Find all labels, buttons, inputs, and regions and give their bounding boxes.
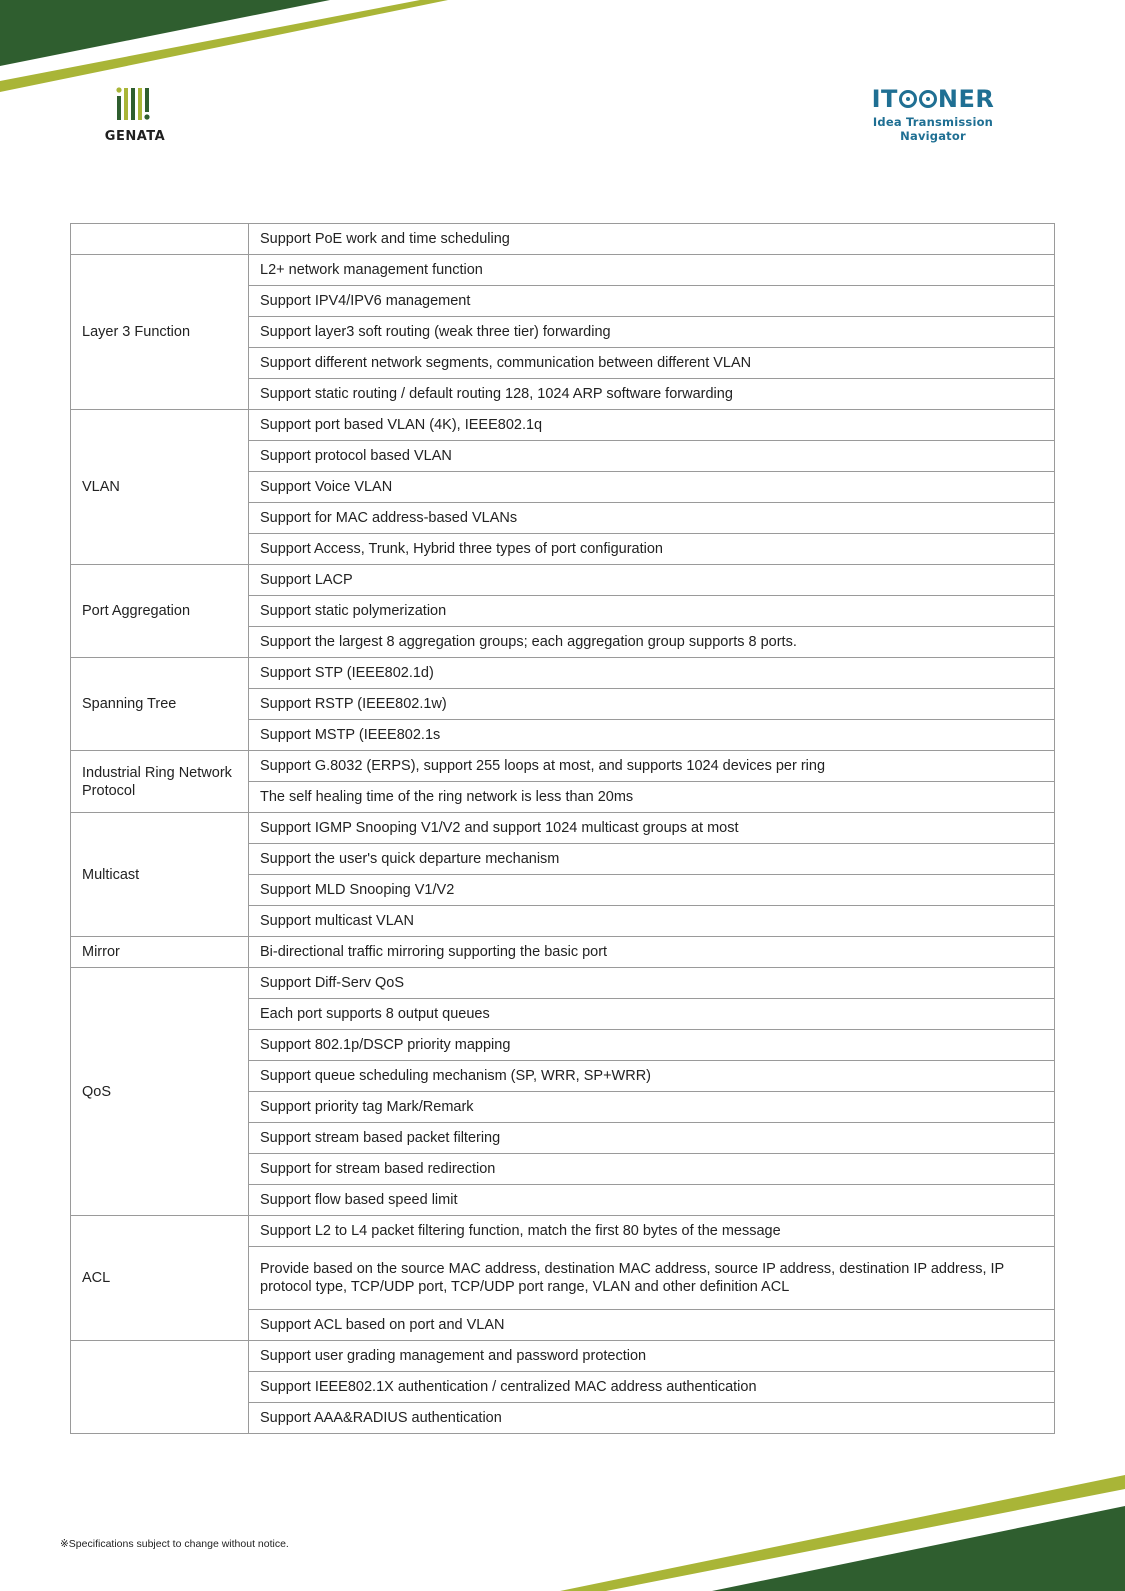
itooner-logo [838, 86, 1028, 143]
feature-cell: Support port based VLAN (4K), IEEE802.1q [249, 410, 1055, 441]
brand-suffix: NER [937, 85, 995, 113]
itooner-wordmark [838, 86, 1028, 112]
category-cell: QoS [71, 968, 249, 1216]
category-cell [71, 1341, 249, 1434]
table-row [71, 1216, 1055, 1247]
feature-cell: Support the largest 8 aggregation groups; each aggregation group supports 8 ports. [249, 627, 1055, 658]
feature-cell: Support IEEE802.1X authentication / centralized MAC address authentication [249, 1372, 1055, 1403]
feature-cell: Support static routing / default routing 128, 1024 ARP software forwarding [249, 379, 1055, 410]
feature-cell: Support for MAC address-based VLANs [249, 503, 1055, 534]
category-cell: Multicast [71, 813, 249, 937]
feature-cell: Support L2 to L4 packet filtering function, match the first 80 bytes of the message [249, 1216, 1055, 1247]
category-cell: Spanning Tree [71, 658, 249, 751]
feature-cell: Support Voice VLAN [249, 472, 1055, 503]
feature-cell: Support protocol based VLAN [249, 441, 1055, 472]
table-row [71, 968, 1055, 999]
spec-table-body [71, 224, 1055, 1434]
category-cell: ACL [71, 1216, 249, 1341]
feature-cell: Support queue scheduling mechanism (SP, WRR, SP+WRR) [249, 1061, 1055, 1092]
feature-cell: Support PoE work and time scheduling [249, 224, 1055, 255]
feature-cell: Support stream based packet filtering [249, 1123, 1055, 1154]
genata-bars-icon [115, 84, 155, 120]
feature-cell: Support MLD Snooping V1/V2 [249, 875, 1055, 906]
table-row [71, 565, 1055, 596]
feature-cell: Support ACL based on port and VLAN [249, 1310, 1055, 1341]
category-cell: Mirror [71, 937, 249, 968]
feature-cell: Support IPV4/IPV6 management [249, 286, 1055, 317]
category-cell: Port Aggregation [71, 565, 249, 658]
table-row [71, 255, 1055, 286]
feature-cell: Support for stream based redirection [249, 1154, 1055, 1185]
genata-wordmark: GENATA [104, 129, 166, 144]
feature-cell: The self healing time of the ring network is less than 20ms [249, 782, 1055, 813]
feature-cell: Support Access, Trunk, Hybrid three types of port configuration [249, 534, 1055, 565]
feature-cell: Support RSTP (IEEE802.1w) [249, 689, 1055, 720]
table-row [71, 1341, 1055, 1372]
feature-cell: Support LACP [249, 565, 1055, 596]
feature-cell: Support MSTP (IEEE802.1s [249, 720, 1055, 751]
feature-cell: Support different network segments, communication between different VLAN [249, 348, 1055, 379]
feature-cell: Support priority tag Mark/Remark [249, 1092, 1055, 1123]
feature-cell: Support Diff-Serv QoS [249, 968, 1055, 999]
feature-cell: Support STP (IEEE802.1d) [249, 658, 1055, 689]
category-cell [71, 224, 249, 255]
feature-cell: Support multicast VLAN [249, 906, 1055, 937]
table-row [71, 224, 1055, 255]
feature-cell: L2+ network management function [249, 255, 1055, 286]
eye-icon [899, 90, 917, 108]
table-row [71, 751, 1055, 782]
feature-cell: Support layer3 soft routing (weak three tier) forwarding [249, 317, 1055, 348]
spec-table [70, 223, 1055, 1434]
eye-icon [919, 90, 937, 108]
feature-cell: Support G.8032 (ERPS), support 255 loops at most, and supports 1024 devices per ring [249, 751, 1055, 782]
category-cell: Industrial Ring Network Protocol [71, 751, 249, 813]
feature-cell: Support user grading management and password protection [249, 1341, 1055, 1372]
genata-logo [100, 84, 170, 144]
table-row [71, 937, 1055, 968]
feature-cell: Support AAA&RADIUS authentication [249, 1403, 1055, 1434]
itooner-tagline: Idea Transmission Navigator [872, 115, 994, 143]
table-row [71, 813, 1055, 844]
brand-prefix: IT [871, 85, 898, 113]
table-row [71, 658, 1055, 689]
feature-cell: Support 802.1p/DSCP priority mapping [249, 1030, 1055, 1061]
feature-cell: Support the user's quick departure mechanism [249, 844, 1055, 875]
feature-cell: Support flow based speed limit [249, 1185, 1055, 1216]
category-cell: Layer 3 Function [71, 255, 249, 410]
category-cell: VLAN [71, 410, 249, 565]
feature-cell: Provide based on the source MAC address, destination MAC address, source IP address, destination IP address, IP protocol type, TCP/UDP port, TCP/UDP port range, VLAN and other definition ACL [249, 1247, 1055, 1310]
feature-cell: Support static polymerization [249, 596, 1055, 627]
feature-cell: Bi-directional traffic mirroring supporting the basic port [249, 937, 1055, 968]
feature-cell: Each port supports 8 output queues [249, 999, 1055, 1030]
feature-cell: Support IGMP Snooping V1/V2 and support 1024 multicast groups at most [249, 813, 1055, 844]
footnote: ※Specifications subject to change without notice. [60, 1538, 289, 1550]
table-row [71, 410, 1055, 441]
